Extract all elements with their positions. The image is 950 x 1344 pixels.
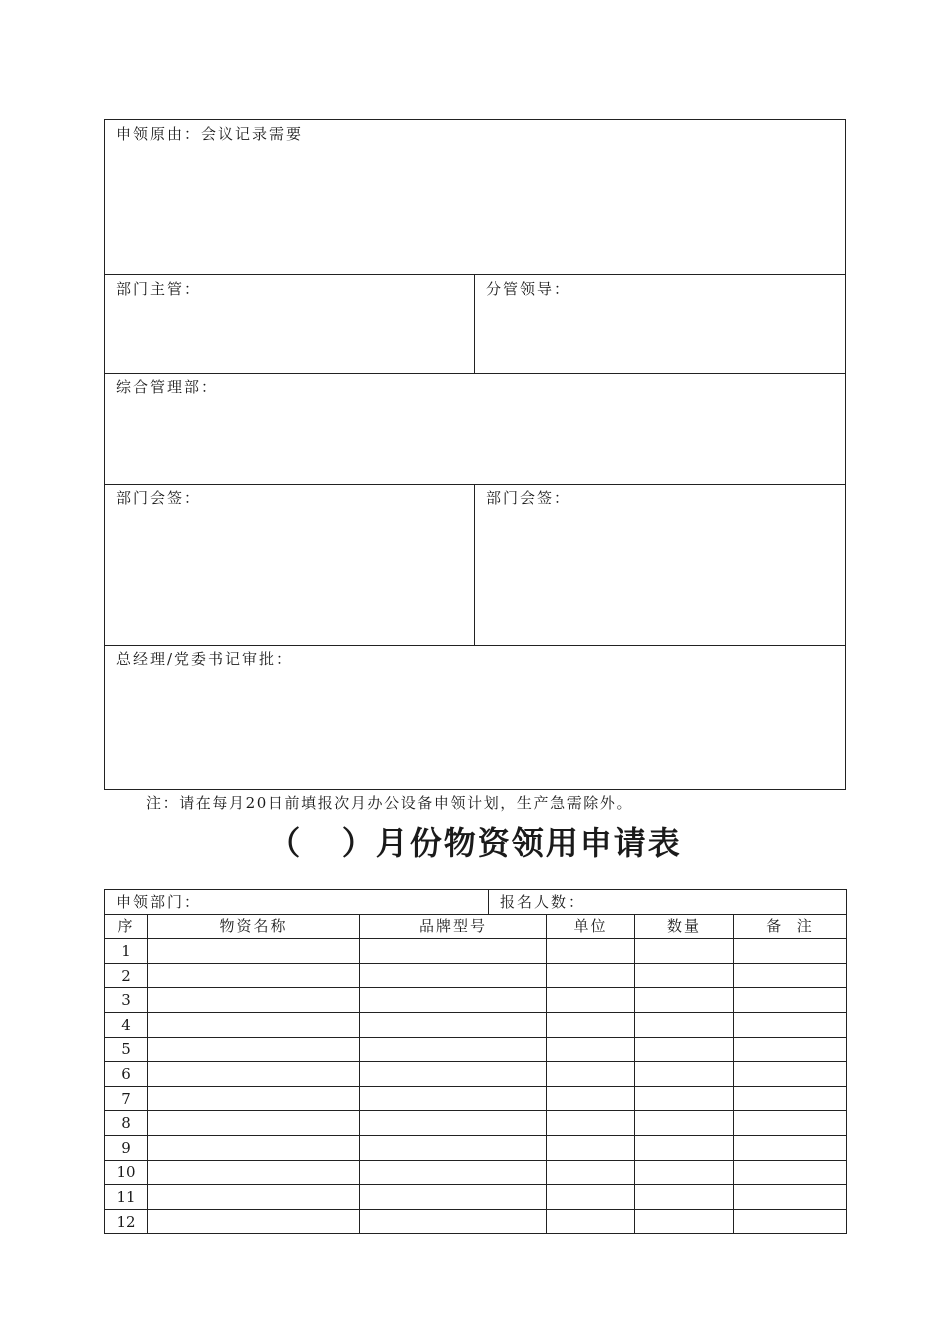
row-item-name[interactable]: [148, 963, 360, 988]
table-row: [105, 1160, 847, 1185]
row-item-name[interactable]: [148, 988, 360, 1013]
row-seq: 2: [105, 963, 148, 988]
table-row: [105, 988, 847, 1013]
row-remarks[interactable]: [734, 1185, 847, 1210]
dept-supervisor-label: 部门主管：: [116, 280, 202, 298]
row-remarks[interactable]: [734, 988, 847, 1013]
header-remarks: 备 注: [734, 914, 847, 939]
headcount-label: 报名人数：: [500, 892, 586, 911]
row-quantity[interactable]: [635, 1160, 734, 1185]
table-row: [105, 939, 847, 964]
row-unit[interactable]: [547, 1135, 635, 1160]
page-title: （ ）月份物资领用申请表: [268, 824, 682, 862]
row-brand-model[interactable]: [360, 1012, 547, 1037]
header-item-name: 物资名称: [148, 914, 360, 939]
reason-cell[interactable]: [105, 120, 845, 275]
row-seq: 12: [105, 1209, 148, 1234]
row-quantity[interactable]: [635, 1135, 734, 1160]
table-row: [105, 1037, 847, 1062]
row-quantity[interactable]: [635, 1062, 734, 1087]
row-item-name[interactable]: [148, 1086, 360, 1111]
row-remarks[interactable]: [734, 1160, 847, 1185]
form-note: 注：请在每月20日前填报次月办公设备申领计划，生产急需除外。: [146, 794, 634, 812]
row-item-name[interactable]: [148, 939, 360, 964]
row-unit[interactable]: [547, 1160, 635, 1185]
dept-countersign-left-cell[interactable]: [105, 484, 475, 645]
row-brand-model[interactable]: [360, 1111, 547, 1136]
row-quantity[interactable]: [635, 963, 734, 988]
row-brand-model[interactable]: [360, 1160, 547, 1185]
dept-field[interactable]: [105, 890, 489, 915]
row-quantity[interactable]: [635, 1111, 734, 1136]
row-unit[interactable]: [547, 1111, 635, 1136]
dept-label: 申领部门：: [116, 892, 202, 911]
table-row: [105, 1062, 847, 1087]
row-item-name[interactable]: [148, 1209, 360, 1234]
row-remarks[interactable]: [734, 1111, 847, 1136]
row-quantity[interactable]: [635, 1209, 734, 1234]
row-seq: 1: [105, 939, 148, 964]
dept-countersign-right-cell[interactable]: [475, 484, 845, 645]
header-brand-model: 品牌型号: [360, 914, 547, 939]
table-header-row: [105, 914, 847, 939]
row-seq: 9: [105, 1135, 148, 1160]
gm-approval-cell[interactable]: [105, 645, 845, 789]
table-row: [105, 1209, 847, 1234]
row-quantity[interactable]: [635, 1086, 734, 1111]
row-item-name[interactable]: [148, 1012, 360, 1037]
table-row: [105, 1111, 847, 1136]
row-brand-model[interactable]: [360, 939, 547, 964]
row-brand-model[interactable]: [360, 1209, 547, 1234]
row-seq: 5: [105, 1037, 148, 1062]
table-row: [105, 1185, 847, 1210]
dept-countersign-left-label: 部门会签：: [116, 489, 202, 507]
header-quantity: 数量: [635, 914, 734, 939]
row-unit[interactable]: [547, 1012, 635, 1037]
approval-form: [104, 119, 846, 790]
row-remarks[interactable]: [734, 939, 847, 964]
row-unit[interactable]: [547, 939, 635, 964]
row-remarks[interactable]: [734, 1012, 847, 1037]
row-item-name[interactable]: [148, 1160, 360, 1185]
dept-countersign-right-label: 部门会签：: [486, 489, 572, 507]
leader-in-charge-label: 分管领导：: [486, 280, 572, 298]
row-item-name[interactable]: [148, 1037, 360, 1062]
row-brand-model[interactable]: [360, 1185, 547, 1210]
row-remarks[interactable]: [734, 1135, 847, 1160]
general-mgmt-label: 综合管理部：: [116, 378, 219, 396]
row-brand-model[interactable]: [360, 988, 547, 1013]
row-quantity[interactable]: [635, 988, 734, 1013]
gm-approval-label: 总经理/党委书记审批：: [116, 650, 294, 668]
reason-label: 申领原由：: [116, 125, 202, 143]
row-remarks[interactable]: [734, 1062, 847, 1087]
row-seq: 7: [105, 1086, 148, 1111]
general-mgmt-cell[interactable]: [105, 373, 845, 484]
table-top-row: [105, 890, 847, 915]
row-seq: 4: [105, 1012, 148, 1037]
row-unit[interactable]: [547, 1086, 635, 1111]
table-row: [105, 1012, 847, 1037]
row-unit[interactable]: [547, 1185, 635, 1210]
row-quantity[interactable]: [635, 939, 734, 964]
row-unit[interactable]: [547, 1037, 635, 1062]
row-brand-model[interactable]: [360, 1062, 547, 1087]
leader-in-charge-cell[interactable]: [475, 275, 845, 374]
row-item-name[interactable]: [148, 1135, 360, 1160]
header-unit: 单位: [547, 914, 635, 939]
headcount-field[interactable]: [489, 890, 847, 915]
row-brand-model[interactable]: [360, 963, 547, 988]
row-quantity[interactable]: [635, 1185, 734, 1210]
row-remarks[interactable]: [734, 1086, 847, 1111]
header-seq: 序: [105, 914, 148, 939]
dept-supervisor-cell[interactable]: [105, 275, 475, 374]
row-remarks[interactable]: [734, 1037, 847, 1062]
table-row: [105, 1086, 847, 1111]
row-quantity[interactable]: [635, 1037, 734, 1062]
row-brand-model[interactable]: [360, 1037, 547, 1062]
row-seq: 6: [105, 1062, 148, 1087]
row-item-name[interactable]: [148, 1185, 360, 1210]
row-remarks[interactable]: [734, 1209, 847, 1234]
row-unit[interactable]: [547, 988, 635, 1013]
row-item-name[interactable]: [148, 1062, 360, 1087]
row-unit[interactable]: [547, 1209, 635, 1234]
table-row: [105, 963, 847, 988]
row-quantity[interactable]: [635, 1012, 734, 1037]
row-brand-model[interactable]: [360, 1086, 547, 1111]
table-row: [105, 1135, 847, 1160]
row-item-name[interactable]: [148, 1111, 360, 1136]
row-unit[interactable]: [547, 1062, 635, 1087]
row-unit[interactable]: [547, 963, 635, 988]
row-seq: 10: [105, 1160, 148, 1185]
row-seq: 8: [105, 1111, 148, 1136]
request-table: [104, 889, 847, 1234]
row-remarks[interactable]: [734, 963, 847, 988]
row-brand-model[interactable]: [360, 1135, 547, 1160]
row-seq: 3: [105, 988, 148, 1013]
row-seq: 11: [105, 1185, 148, 1210]
reason-value: 会议记录需要: [201, 125, 304, 143]
